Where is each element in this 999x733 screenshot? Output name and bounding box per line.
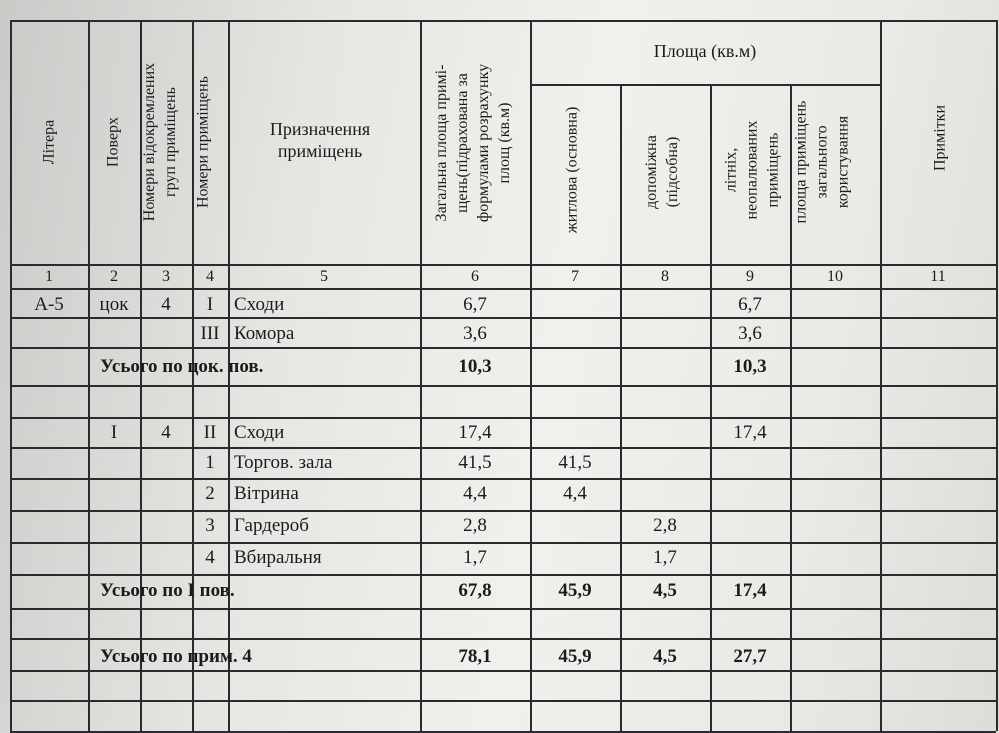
row-group: 4 (161, 294, 171, 315)
row-aux-area: 2,8 (653, 515, 677, 536)
grid-row-line (10, 478, 996, 480)
header-common (791, 77, 854, 247)
header-litera: Літера (40, 119, 58, 165)
row-total-area: 1,7 (463, 547, 487, 568)
header-aux-line2: (підсобна) (664, 136, 681, 208)
header-common-line2: загального (813, 125, 831, 199)
grid-row-line (10, 347, 996, 349)
total-row-area: 67,8 (458, 580, 492, 601)
grid-row-line (10, 288, 996, 290)
row-total-area: 4,4 (463, 483, 487, 504)
total-row-label: Усього по прим. 4 (100, 646, 252, 667)
row-group: 4 (161, 422, 171, 443)
header-aux-line1: допоміжна (643, 135, 660, 209)
row-litera: А-5 (34, 294, 64, 315)
total-row-aux: 4,5 (653, 580, 677, 601)
row-total-area: 6,7 (463, 294, 487, 315)
row-room-name: Вітрина (234, 483, 299, 504)
header-purpose-line2: приміщень (277, 141, 363, 161)
header-notes: Примітки (931, 104, 949, 172)
total-row-living: 45,9 (558, 646, 592, 667)
header-summer-line2: неопалюваних (743, 120, 761, 220)
row-room-number: II (203, 422, 217, 443)
grid-row-line (10, 542, 996, 544)
row-room-name: Сходи (234, 294, 285, 315)
column-number: 6 (471, 268, 479, 285)
grid-row-line (10, 638, 996, 640)
grid-row-line (10, 447, 996, 449)
row-total-area: 2,8 (463, 515, 487, 536)
row-total-area: 41,5 (458, 452, 492, 473)
column-number: 9 (746, 268, 754, 285)
row-room-number: 4 (205, 547, 215, 568)
header-rooms: Номери приміщень (194, 75, 212, 209)
header-summer-line1: літніх, (722, 147, 740, 193)
row-room-number: I (206, 294, 214, 315)
grid-row-line (10, 670, 996, 672)
column-number: 3 (162, 268, 170, 285)
total-row-label: Усього по цок. пов. (100, 356, 264, 377)
grid-row-line (10, 700, 996, 702)
header-total-line3: формулами розрахунку (475, 63, 492, 223)
row-floor: цок (99, 294, 129, 315)
row-room-number: 3 (205, 515, 215, 536)
grid-col-line (620, 84, 622, 731)
grid-col-line (88, 20, 90, 731)
grid-top-line (10, 20, 996, 22)
row-living-area: 4,4 (563, 483, 587, 504)
header-summer (721, 85, 784, 255)
grid-row-line (10, 385, 996, 387)
total-row-label: Усього по I пов. (100, 580, 235, 601)
header-groups (139, 37, 181, 247)
header-total-line2: щень(підрахована за (454, 73, 471, 213)
row-summer-area: 3,6 (738, 323, 762, 344)
row-living-area: 41,5 (558, 452, 592, 473)
total-row-summer: 27,7 (733, 646, 767, 667)
column-number: 4 (206, 268, 214, 285)
grid-col-line (996, 20, 998, 731)
header-summer-line3: приміщень (764, 132, 782, 208)
grid-row-line (10, 510, 996, 512)
grid-row-line (10, 574, 996, 576)
total-row-summer: 17,4 (733, 580, 767, 601)
header-total-area (431, 31, 515, 256)
column-number: 8 (661, 268, 669, 285)
row-summer-area: 17,4 (733, 422, 767, 443)
grid-col-line (880, 20, 882, 731)
header-purpose-line1: Призначення (269, 119, 371, 139)
total-row-area: 78,1 (458, 646, 492, 667)
row-room-name: Вбиральня (234, 547, 322, 568)
grid-row-line (10, 417, 996, 419)
header-area-group: Площа (кв.м) (653, 41, 757, 61)
grid-row-line (10, 608, 996, 610)
row-summer-area: 6,7 (738, 294, 762, 315)
grid-col-line (530, 20, 532, 731)
header-auxiliary (641, 92, 683, 252)
header-total-line1: Загальна площа примі- (433, 64, 450, 222)
row-floor: I (110, 422, 118, 443)
row-room-name: Торгов. зала (234, 452, 333, 473)
row-total-area: 17,4 (458, 422, 492, 443)
header-purpose (240, 118, 400, 162)
header-common-line1: площа приміщень (792, 100, 810, 224)
grid-col-line (10, 20, 12, 731)
row-room-number: 1 (205, 452, 215, 473)
row-room-number: III (200, 323, 220, 344)
grid-row-line (10, 317, 996, 319)
column-number: 1 (45, 268, 53, 285)
header-groups-line2: груп приміщень (162, 87, 179, 197)
header-groups-line1: Номери відокремлених (141, 62, 158, 222)
header-living: житлова (основна) (563, 106, 581, 234)
row-room-name: Гардероб (234, 515, 309, 536)
column-number: 10 (827, 268, 843, 285)
header-common-line3: користування (834, 115, 852, 209)
row-room-number: 2 (205, 483, 215, 504)
grid-col-line (710, 84, 712, 731)
total-row-aux: 4,5 (653, 646, 677, 667)
total-row-living: 45,9 (558, 580, 592, 601)
row-aux-area: 1,7 (653, 547, 677, 568)
column-number: 2 (110, 268, 118, 285)
row-room-name: Сходи (234, 422, 285, 443)
column-number: 5 (320, 268, 328, 285)
row-room-name: Комора (234, 323, 295, 344)
total-row-area: 10,3 (458, 356, 492, 377)
column-number: 7 (571, 268, 579, 285)
header-floor: Поверх (104, 116, 122, 168)
column-number: 11 (930, 268, 946, 285)
row-total-area: 3,6 (463, 323, 487, 344)
total-row-summer: 10,3 (733, 356, 767, 377)
header-total-line4: площ (кв.м) (496, 102, 513, 184)
